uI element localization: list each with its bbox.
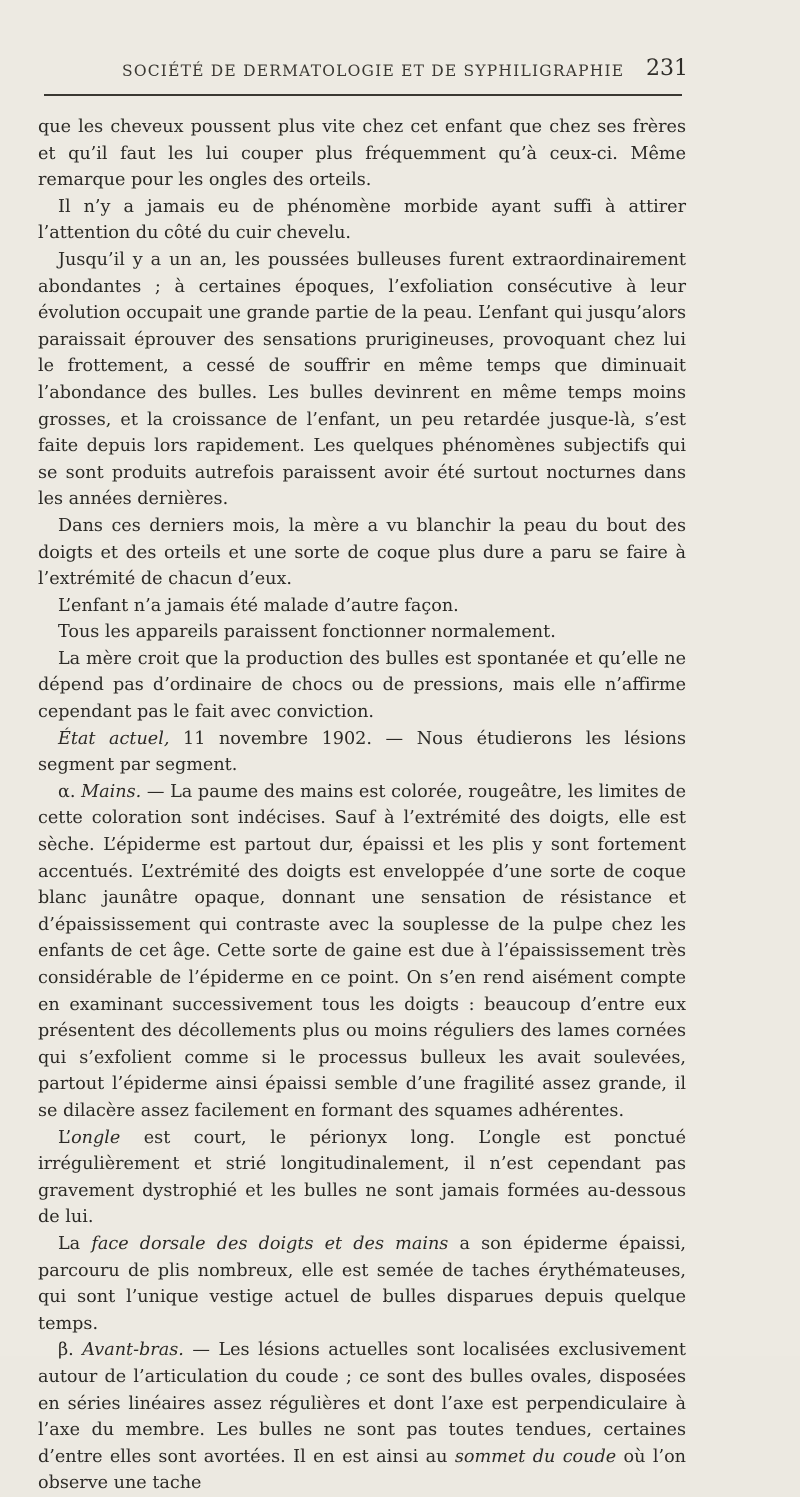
paragraph: Tous les appareils paraissent fonctionner normalement. <box>58 622 556 643</box>
header-rule <box>44 94 682 96</box>
running-head: SOCIÉTÉ DE DERMATOLOGIE ET DE SYPHILIGRAPHIE <box>122 62 625 80</box>
paragraph-text: 11 novembre 1902. — Nous étudierons les lésions segment par segment. <box>38 728 686 776</box>
paragraph-text: La <box>58 1233 92 1254</box>
section-marker: β. <box>58 1340 83 1361</box>
paragraph: que les cheveux poussent plus vite chez cet enfant que chez ses frères et qu’il faut les lui couper plus fréquemment qu’à ceux-ci. Même remarque pour les ongles des orteils. <box>38 117 686 191</box>
paragraph-text: L’ <box>58 1127 72 1148</box>
paragraph: Il n’y a jamais eu de phénomène morbide ayant suffi à attirer l’attention du côté du cuir chevelu. <box>38 196 686 244</box>
section-label: Mains. <box>81 781 142 802</box>
paragraph <box>38 1337 686 1497</box>
paragraph: Dans ces derniers mois, la mère a vu blanchir la peau du bout des doigts et des orteils et une sorte de coque plus dure a paru se faire à l’extrémité de chacun d’eux. <box>38 515 686 590</box>
paragraph <box>38 1125 686 1231</box>
paragraph <box>38 1231 686 1337</box>
italic-term: face dorsale des doigts et des mains <box>91 1233 449 1254</box>
paragraph-text: a son épiderme épaissi, parcouru de plis nombreux, elle est semée de taches érythémateuses, qui sont l’unique vestige actuel de bulles disparues depuis quelque temps. <box>38 1233 686 1334</box>
italic-term: ongle <box>71 1127 121 1148</box>
paragraph <box>38 726 686 779</box>
paragraph-text: — Les lésions actuelles sont localisées exclusivement autour de l’articulation du coude ; ce sont des bulles ovales, disposées en séries linéaires assez régulières et dont l’axe est perpendiculaire à l’axe du membre. Les bulles ne sont pas toutes tendues, certaines d’entre elles sont avortées. Il en est ainsi au <box>38 1340 687 1467</box>
paragraph-text: — La paume des mains est colorée, rougeâtre, les limites de cette coloration sont indécises. Sauf à l’extrémité des doigts, elle est sèche. L’épiderme est partout dur, épaissi et les plis y sont fortement accentués. L’extrémité des doigts est enveloppée d’une sorte de coque blanc jaunâtre opaque, donnant une sensation de résistance et d’épaississement qui contraste avec la souplesse de la pulpe chez les enfants de cet âge. Cette sorte de gaine est due à l’épaississement très considérable de l’épiderme en ce point. On s’en rend aisément compte en examinant successivement tous les doigts : beaucoup d’entre eux présentent des décollements plus ou moins réguliers des lames cornées qui s’exfolient comme si le processus bulleux les avait soulevées, partout l’épiderme ainsi épaissi semble d’une fragilité assez grande, il se dilacère assez facilement en formant des squames adhérentes. <box>38 781 686 1121</box>
section-marker: α. <box>58 781 82 802</box>
body-text <box>38 114 686 1497</box>
paragraph-text: est court, le périonyx long. L’ongle est ponctué irrégulièrement et strié longitudinalement, il n’est cependant pas gravement dystrophié et les bulles ne sont jamais formées au-dessous de lui. <box>38 1127 686 1228</box>
paragraph <box>38 779 686 1125</box>
paragraph-text: où l’on observe une tache <box>38 1446 686 1494</box>
paragraph: L’enfant n’a jamais été malade d’autre façon. <box>58 595 459 616</box>
paragraph: Jusqu’il y a un an, les poussées bulleuses furent extraordinairement abondantes ; à certaines époques, l’exfoliation consécutive à leur évolution occupait une grande partie de la peau. L’enfant qui jusqu’alors paraissait éprouver des sensations prurigineuses, provoquant chez lui le frottement, a cessé de souffrir en même temps que diminuait l’abondance des bulles. Les bulles devinrent en même temps moins grosses, et la croissance de l’enfant, un peu retardée jusque-là, s’est faite depuis lors rapidement. Les quelques phénomènes subjectifs qui se sont produits autrefois paraissent avoir été surtout nocturnes dans les années dernières. <box>38 249 686 510</box>
italic-term: sommet du coude <box>454 1446 617 1467</box>
section-label: État actuel, <box>58 728 170 749</box>
section-label: Avant-bras. <box>82 1340 184 1361</box>
page-number: 231 <box>646 56 688 81</box>
page-header <box>38 54 688 88</box>
paragraph: La mère croit que la production des bulles est spontanée et qu’elle ne dépend pas d’ordinaire de chocs ou de pressions, mais elle n’affirme cependant pas le fait avec conviction. <box>38 648 686 723</box>
